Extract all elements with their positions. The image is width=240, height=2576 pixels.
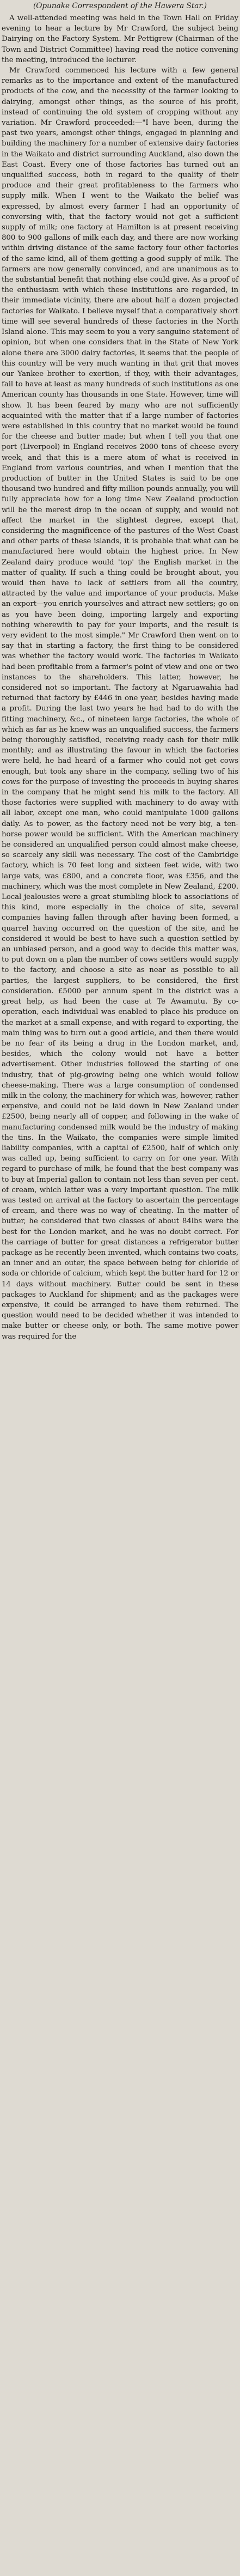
article-paragraph-lecture: Mr Crawford commenced his lecture with a few general remarks as to the importance and extent of the manufactured products of the cow, and the necessity of the farmer looking to dairying, amongst other things, as the source of his profit, instead of continuing the old system of cropping without any variation. Mr Crawford proceeded:—"I have been, during the past two years, amongst other things, engaged in planning and building the machinery for a number of extensive dairy factories in the Waikato and district surrounding Auckland, also down the East Coast. Every one of those factories has turned out an unqualified success, both in regard to the quality of their produce and their great profitableness to the farmers who supply milk. When I went to the Waikato the belief was expressed, by almost every farmer I had an opportunity of conversing with, that the factory would not get a sufficient supply of milk; one factory at Hamilton is at present receiving 800 to 900 gallons of milk each day, and there are now working within driving distance of the same factory four other factories of the same kind, all of them getting a good supply of milk. The farmers are now generally convinced, and are unanimous as to the substantial benefit that nothing else could give. As a proof of the enthusiasm with which these institutions are regarded, in their immediate vicinity, there are about half a dozen projected factories for Waikato. I believe myself that a comparatively short time will see several hundreds of these factories in the North Island alone. This may seem to you a very sanguine statement of opinion, but when one considers that in the State of New York alone there are 3000 dairy factories, it seems that the people of this country will be very much wanting in that grit that moves our Yankee brother to exertion, if they, with their advantages, fail to have at least as many hundreds of such institutions as one American county has thousands in one State. However, time will show. It has been feared by many who are not sufficiently acquainted with the matter that if a large number of factories were established in this country that no market would be found for the cheese and butter made; but when I tell you that one port (Liverpool) in England receives 2000 tons of cheese every week, and that this is a mere atom of what is received in England from various countries, and when I mention that the production of butter in the United States is said to be one thousand two hundred and fifty million pounds annually, you will fully appreciate how for a long time New Zealand production will be the merest drop in the ocean of supply, and would not affect the market in the slightest degree, except that, considering the magnificence of the pastures of the West Coast and other parts of these islands, it is probable that what can be manufactured here would obtain the highest price. In New Zealand dairy produce would 'top' the English market in the matter of quality. If such a thing could be brought about, you would then have to lack of settlers from all the country, attracted by the value and importance of your products. Make an export—you enrich yourselves and attract new settlers; go on as you have been doing, importing largely and exporting nothing wherewith to pay for your imports, and the result is very evident to the most simple." Mr Crawford then went on to say that in starting a factory, the first thing to be considered was whether the factory would work. The factories in Waikato had been profitable from a farmer's point of view and one or two instances to the shareholders. This latter, however, he considered not so important. The factory at Ngaruawahia had returned that factory by £446 in one year, besides having made a profit. During the last two years he had had to do with the fitting machinery, &c., of nineteen large factories, the whole of which as far as he knew was an unqualified success, the farmers being thoroughly satisfied, receiving ready cash for their milk monthly; and as illustrating the favour in which the factories were held, he had heard of a farmer who could not get cows enough, but took any share in the company, selling two of his cows for the purpose of investing the proceeds in buying shares in the company that he might send his milk to the factory. All those factories were supplied with machinery to do away with all labor, except one man, who could manipulate 1000 gallons daily. As to power, as the factory need not be very big, a ten-horse power would be sufficient. With the American machinery he considered an unqualified person could almost make cheese, so scarcely any skill was necessary. The cost of the Cambridge factory, which is 70 feet long and sixteen feet wide, with two large vats, was £800, and a concrete floor, was £356, and the machinery, which was the most complete in New Zealand, £200. Local jealousies were a great stumbling block to associations of this kind, more especially in the choice of site, several companies having fallen through after having been formed, a quarrel having occurred on the question of the site, and he considered it would be best to have such a question settled by an unbiased person, and a good way to decide this matter was, to put down on a plan the number of cows settlers would supply to the factory, and choose a site as near as possible to all parties, the largest suppliers, to be considered, the first consideration. £5000 per annum spent in the district was a great help, as had been the case at Te Awamutu. By co-operation, each individual was enabled to place his produce on the market at a small expense, and with regard to exporting, the main thing was to turn out a good article, and then there would be no fear of its being a drug in the London market, and, besides, which the colony would not have a better advertisement. Other industries followed the starting of one industry, that of pig-growing being one which would follow cheese-making. There was a large consumption of condensed milk in the colony, the machinery for which was, however, rather expensive, and could not be laid down in New Zealand under £2500, being nearly all of copper, and following in the wake of manufacturing condensed milk would be the industry of making the tins. In the Waikato, the companies were simple limited liability companies, with a capital of £2500, half of which only was called up, being sufficient to carry on for one year. With regard to purchase of milk, he found that the best company was to buy at Imperial gallon to contain not less than seven per cent. of cream, which latter was a very important question. The milk was tested on arrival at the factory to ascertain the percentage of cream, and there was no way of cheating. In the matter of butter, he considered that two classes of about 84lbs were the best for the London market, and he was no doubt correct. For the carriage of butter for great distances a refrigerator butter package as he recently been invented, which contains two coats, an inner and an outer, the space between being for chloride of soda or chloride of calcium, which kept the butter hard for 12 or 14 days without machinery. Butter could be sent in these packages to Auckland for shipment; and as the packages were expensive, it could be arranged to have them returned. The question would need to be decided whether it was intended to make butter or cheese only, or both. The same motive power was required for the xyxy=(2,66,238,1341)
article-paragraph-intro: A well-attended meeting was held in the Town Hall on Friday evening to hear a lecture by Mr Crawford, the subject being Dairying on the Factory System. Mr Pettigrew (Chairman of the Town and District Committee) having read the notice convening the meeting, introduced the lecturer. xyxy=(2,14,238,64)
article-byline: (Opunake Correspondent of the Hawera Star.) xyxy=(33,2,207,10)
